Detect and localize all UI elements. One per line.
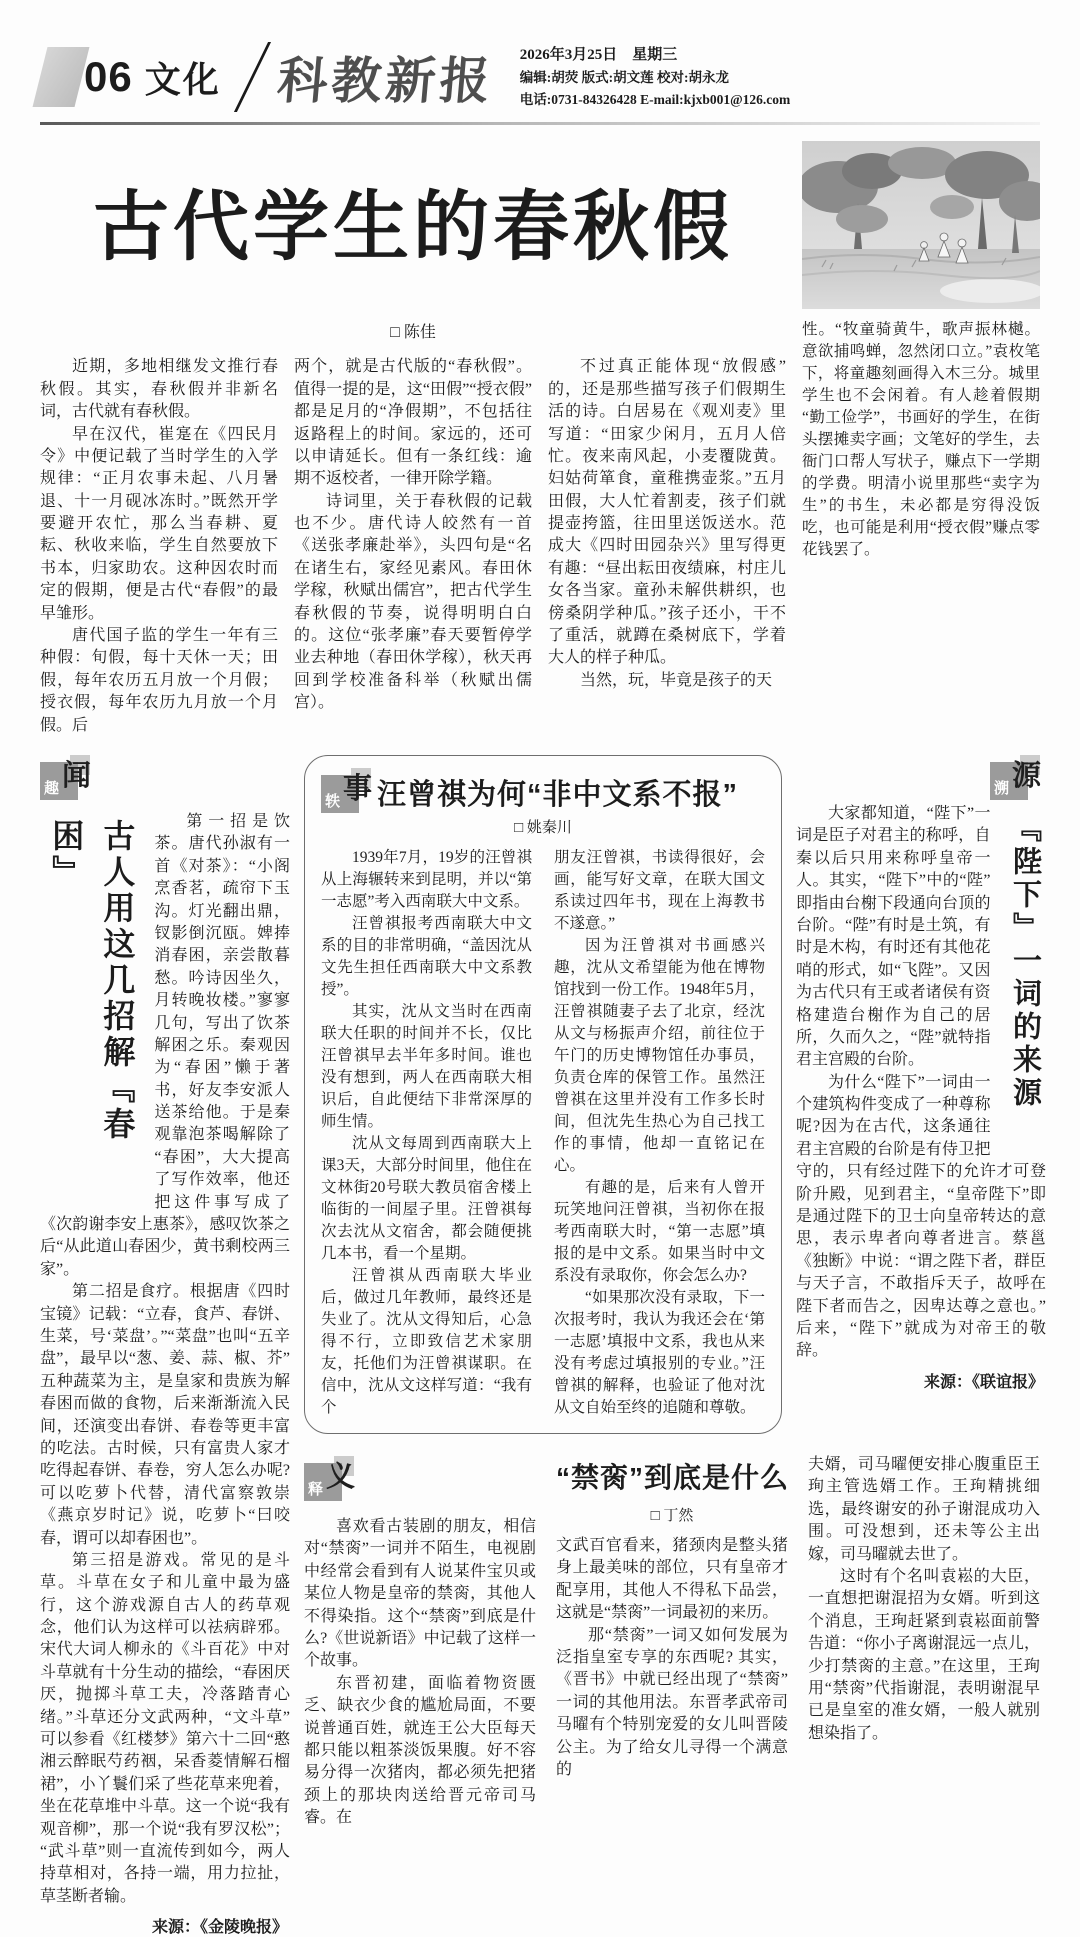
author-box-glyph: □ <box>650 1508 660 1524</box>
main-article-author <box>40 319 786 342</box>
badge-big-char: 闻 <box>62 760 92 792</box>
badge-big-char: 源 <box>1012 760 1042 792</box>
brand-row <box>40 38 1040 116</box>
paragraph: 夫婿，司马曜便安排心腹重臣王珣主管选婿工作。王珣精挑细选，最终谢安的孙子谢混成功入围。可没想到，还未等公主出嫁，司马曜就去世了。 <box>808 1456 1040 1563</box>
paragraph: 其实，沈从文当时在西南联大任职的时间并不长，仅比汪曾祺早去半年多时间。谁也没有想到，两人在西南联大相识后，自此便结下非常深厚的师生情。 <box>321 1003 532 1130</box>
suyuan-section-badge <box>990 755 1046 803</box>
shiyi-section-badge <box>304 1456 360 1504</box>
paragraph: 不过真正能体现“放假感”的，还是那些描写孩子们假期生活的诗。白居易在《观刈麦》里写道：“田家少闲月，五月人倍忙。夜来南风起，小麦覆陇黄。妇姑荷箪食，童稚携壶浆。”五月田假，大人忙着割麦，孩子们就提壶挎篮，往田里送饭送水。范成大《四时田园杂兴》里写得更有趣：“昼出耘田夜绩麻，村庄儿女各当家。童孙未解供耕织，也傍桑阴学种瓜。”孩子还小，干不了重活，就蹲在桑树底下，学着大人的样子种瓜。 <box>548 358 786 667</box>
shiyi-column-2-text <box>556 1535 788 1781</box>
paragraph: 朋友汪曾祺，书读得很好，会画，能写好文章，在联大国文系读过四年书，现在上海教书不遂意。” <box>554 849 765 932</box>
badge-small-char: 趣 <box>44 781 60 797</box>
divider-slash <box>234 42 271 112</box>
shiyi-columns <box>304 1454 1040 1829</box>
paragraph: 为什么“陛下”一词由一个建筑构件变成了一种尊称呢?因为在古代，这条通往君主宫殿的台阶是有侍卫把守的，只有经过陛下的允许才可登阶升殿，见到君主，“皇帝陛下”即是通过陛下的卫士向皇帝转达的意思，表示卑者向尊者进言。蔡邕《独断》中说：“谓之陛下者，群臣与天子言，不敢指斥天子，故呼在陛下者而告之，因卑达尊之意也。”后来，“陛下”就成为对帝王的敬辞。 <box>796 1073 1046 1360</box>
author-box-glyph: □ <box>514 820 524 836</box>
staff-line: 编辑:胡荧 版式:胡文莲 校对:胡永龙 <box>519 70 729 86</box>
shiyi-column-1-text <box>304 1516 536 1829</box>
paragraph: 汪曾祺从西南联大毕业后，做过几年教师，最终还是失业了。沈从文得知后，心急得不行，立即致信艺术家朋友，托他们为汪曾祺谋职。在信中，沈从文这样写道：“我有个 <box>321 1267 532 1416</box>
author-box-glyph: □ <box>390 324 400 342</box>
suyuan-body <box>796 803 1046 1392</box>
paragraph: 汪曾祺报考西南联大中文系的目的非常明确，“盖因沈从文先生担任西南联大中文系教授”。 <box>321 915 532 998</box>
paragraph: 文武百官看来，猪颈肉是整头猪身上最美味的部位，只有皇帝才配享用，其他人不得私下品尝，这就是“禁脔”一词最初的来历。 <box>556 1537 788 1622</box>
yishi-columns <box>321 847 765 1419</box>
paragraph: 第二招是食疗。根据唐《四时宝镜》记载：“立春，食芦、春饼、生菜，号‘菜盘’。”“菜盘”也叫“五辛盘”，最早以“葱、姜、蒜、椒、芥”五种蔬菜为主，是皇家和贵族为解春困而做的食物，后来渐渐流入民间，还演变出春饼、春卷等更丰富的吃法。古时候，只有富贵人家才吃得起春饼、春卷，穷人怎么办呢? 可以吃萝卜代替，清代富察敦崇《燕京岁时记》说，吃萝卜“曰咬春，谓可以却春困也”。 <box>40 1283 290 1547</box>
main-column-1 <box>40 356 278 737</box>
quwen-text-flow <box>40 811 290 1908</box>
shiyi-section <box>304 1454 1040 1829</box>
suyuan-text-flow <box>796 803 1046 1363</box>
yishi-author <box>321 816 765 837</box>
corner-decoration <box>33 47 90 107</box>
yishi-title: 汪曾祺为何“非中文系不报” <box>377 778 739 811</box>
paragraph: 第一招是饮茶。唐代孙淑有一首《对茶》：“小阁烹香茗，疏帘下玉沟。灯光翻出鼎，钗影倒沉瓯。婢捧消春困，亲尝散暮愁。吟诗因坐久，月转晚妆楼。”寥寥几句，写出了饮茶解困之乐。秦观因为“春困”懒于著书，好友李安派人送茶给他。于是秦观靠泡茶喝解除了“春困”，大大提高了写作效率，他还把这件事写成了《次韵谢李安上惠茶》，感叹饮茶之后“从此道山春困少，黄书剩校两三家”。 <box>40 813 290 1278</box>
paragraph: 当然，玩，毕竟是孩子的天 <box>580 671 773 689</box>
main-column-4 <box>802 319 1040 561</box>
yishi-column-2 <box>554 847 765 1419</box>
badge-small-char: 轶 <box>325 794 341 810</box>
main-column-3 <box>548 356 786 737</box>
badge-big-char: 事 <box>343 773 373 805</box>
quwen-section <box>40 755 290 1937</box>
section-name: 文化 <box>144 58 221 100</box>
paragraph: 沈从文每周到西南联大上课3天，大部分时间里，他住在文林街20号联大教员宿舍楼上临街的一间屋子里。汪曾祺每次去沈从文宿舍，都会随便挑几本书，看一个星期。 <box>321 1135 532 1262</box>
paragraph: 那“禁脔”一词又如何发展为泛指皇室专享的东西呢? 其实，《晋书》中就已经出现了“禁脔”一词的其他用法。东晋孝武帝司马曜有个特别宠爱的女儿叫晋陵公主。为了给女儿寻得一个满意的 <box>556 1626 788 1778</box>
badge-small-char: 释 <box>308 1482 324 1498</box>
main-article-right <box>802 137 1040 737</box>
main-article-columns <box>40 356 786 737</box>
suyuan-section <box>796 755 1046 1434</box>
quwen-section-badge <box>40 755 96 803</box>
suyuan-vertical-title: 『陛下』一词的来源 <box>1009 813 1041 1110</box>
page-header <box>40 38 1040 125</box>
paragraph: 这时有个名叫袁崧的大臣，一直想把谢混招为女婿。听到这个消息，王珣赶紧到袁崧面前警告道：“你小子离谢混远一点儿，少打禁脔的主意。”在这里，王珣用“禁脔”代指谢混，表明谢混早已是皇室的准女婿，一般人就别想染指了。 <box>808 1567 1040 1742</box>
main-column-2 <box>294 356 532 737</box>
author-name: 姚秦川 <box>526 820 572 836</box>
paragraph: 1939年7月，19岁的汪曾祺从上海辗转来到昆明，并以“第一志愿”考入西南联大中文系。 <box>321 849 532 910</box>
paragraph: 喜欢看古装剧的朋友，相信对“禁脔”一词并不陌生，电视剧中经常会看到有人说某件宝贝或某位人物是皇帝的禁脔，其他人不得染指。这个“禁脔”到底是什么?《世说新语》中记载了这样一个故事。 <box>304 1518 536 1670</box>
shiyi-column-1 <box>304 1454 536 1829</box>
quwen-source: 来源：《金陵晚报》 <box>151 1919 288 1937</box>
yishi-section <box>304 755 782 1434</box>
lower-row-1 <box>304 755 1046 1434</box>
paragraph: 有趣的是，后来有人曾开玩笑地问汪曾祺，当初你在报考西南联大时，“第一志愿”填报的是中文系。如果当时中文系没有录取你，你会怎么办? <box>554 1179 765 1284</box>
shiyi-column-2 <box>556 1454 788 1829</box>
paragraph: 诗词里，关于春秋假的记载也不少。唐代诗人皎然有一首《送张孝廉赴举》，头四句是“名在诸生右，家经见素风。春田休学稼，秋赋出儒宫”，把古代学生春秋假的节奏，说得明明白白的。这位“张孝廉”春天要暂停学业去种地（春田休学稼），秋天再回到学校准备科举（秋赋出儒宫）。 <box>294 492 532 712</box>
paragraph: “如果那次没有录取，下一次报考时，我认为我还会在‘第一志愿’填报中文系，我也从来没有考虑过填报别的专业。”汪曾祺的解释，也验证了他对沈从文自始至终的追随和尊敬。 <box>554 1289 765 1416</box>
paragraph: 近期，多地相继发文推行春秋假。其实，春秋假并非新名词，古代就有春秋假。 <box>40 358 278 421</box>
main-article-left <box>40 137 786 737</box>
badge-big-char: 义 <box>326 1461 356 1493</box>
suyuan-badge-row <box>796 755 1046 803</box>
header-rule <box>40 122 1040 125</box>
author-name: 丁然 <box>663 1508 694 1524</box>
paragraph: 东晋初建，面临着物资匮乏、缺衣少食的尴尬局面，不要说普通百姓，就连王公大臣每天都只能以粗茶淡饭果腹。好不容易分得一次猪肉，都必须先把猪颈上的那块肉送给晋元帝司马睿。在 <box>304 1674 536 1827</box>
classical-painting-illustration <box>802 141 1040 309</box>
quwen-vertical-title: 古人用这几招解『春困』 <box>48 819 136 1143</box>
lower-right-area <box>304 755 1046 1937</box>
paragraph: 因为汪曾祺对书画感兴趣，沈从文希望能为他在博物馆找到一份工作。1948年5月，汪曾祺随妻子去了北京，经沈从文与杨振声介绍，前往位于午门的历史博物馆任办事员，负责仓库的保管工作。虽然汪曾祺在这里并没有工作多长时间，但沈先生热心为自己找工作的事情，他却一直铭记在心。 <box>554 937 765 1174</box>
paragraph: 唐代国子监的学生一年有三种假：旬假，每十天休一天；田假，每年农历五月放一个月假；授衣假，每年农历九月放一个月假。后 <box>40 627 278 734</box>
yishi-column-1 <box>321 847 532 1419</box>
date-line: 2026年3月25日 星期三 <box>519 47 678 64</box>
publication-info <box>520 43 791 110</box>
suyuan-source: 来源：《联谊报》 <box>923 1373 1044 1391</box>
newspaper-masthead: 科教新报 <box>274 53 496 109</box>
badge-small-char: 溯 <box>994 781 1010 797</box>
paragraph: 性。“牧童骑黄牛，歌声振林樾。意欲捕鸣蝉，忽然闭口立。”袁枚笔下，将童趣刻画得入木三分。城里学生也不会闲着。有人趁着假期“勤工俭学”，书画好的学生，在街头摆摊卖字画；文笔好的学生，去衙门口帮人写状子，赚点下一学期的学费。明清小说里那些“卖字为生”的书生，未必都是穷得没饭吃，也可能是利用“授衣假”赚点零花钱罢了。 <box>802 321 1040 558</box>
author-name: 陈佳 <box>403 324 436 342</box>
yishi-header <box>321 768 765 816</box>
shiyi-column-3 <box>808 1454 1040 1829</box>
shiyi-author <box>556 1504 788 1525</box>
contact-line: 电话:0731-84326428 E-mail:kjxb001@126.com <box>519 92 791 107</box>
quwen-body <box>40 811 290 1937</box>
paragraph: 早在汉代，崔寔在《四民月令》中便记载了当时学生的入学规律：“正月农事未起、八月暑退、十一月砚冰冻时。”既然开学要避开农忙，那么当春耕、夏耘、秋收来临，学生自然要放下书本，归家助农。这种因农时而定的假期，便是古代“春假”的最早雏形。 <box>40 425 278 622</box>
main-article <box>40 137 1040 737</box>
lower-area <box>40 755 1046 1937</box>
page-number: 06 <box>84 53 133 100</box>
yishi-section-badge <box>321 768 377 816</box>
shiyi-title: “禁脔”到底是什么 <box>556 1462 790 1493</box>
paragraph: 第三招是游戏。常见的是斗草。斗草在女子和儿童中最为盛行，这个游戏源自古人的药草观念，他们认为这样可以祛病辟邪。宋代大词人柳永的《斗百花》中对斗草就有十分生动的描绘，“春困厌厌，抛掷斗草工夫，冷落踏青心绪。”斗草还分文武两种，“文斗草”可以参看《红楼梦》第六十二回“憨湘云醉眠芍药裀，呆香菱情解石榴裙”，小丫鬟们采了些花草来兜着，坐在花草堆中斗草。这一个说“我有观音柳”，那一个说“我有罗汉松”；“武斗草”则一直流传到如今，两人持草相对，各持一端，用力拉扯，草茎断者输。 <box>40 1551 290 1905</box>
paragraph: 大家都知道，“陛下”一词是臣子对君主的称呼，自秦以后只用来称呼皇帝一人。其实，“陛下”中的“陛”即指由台榭下段通向台顶的台阶。“陛”有时是土筑，有时是木构，有时还有其他花哨的形式，如“飞陛”。又因为古代只有王或者诸侯有资格建造台榭作为自己的居所，久而久之，“陛”就特指君主宫殿的台阶。 <box>796 805 991 1069</box>
paragraph: 两个，就是古代版的“春秋假”。值得一提的是，这“田假”“授衣假”都是足月的“净假期”，不包括往返路程上的时间。家远的，还可以申请延长。但有一条红线：逾期不返校者，一律开除学籍。 <box>294 358 532 488</box>
main-article-title: 古代学生的春秋假 <box>93 184 733 270</box>
